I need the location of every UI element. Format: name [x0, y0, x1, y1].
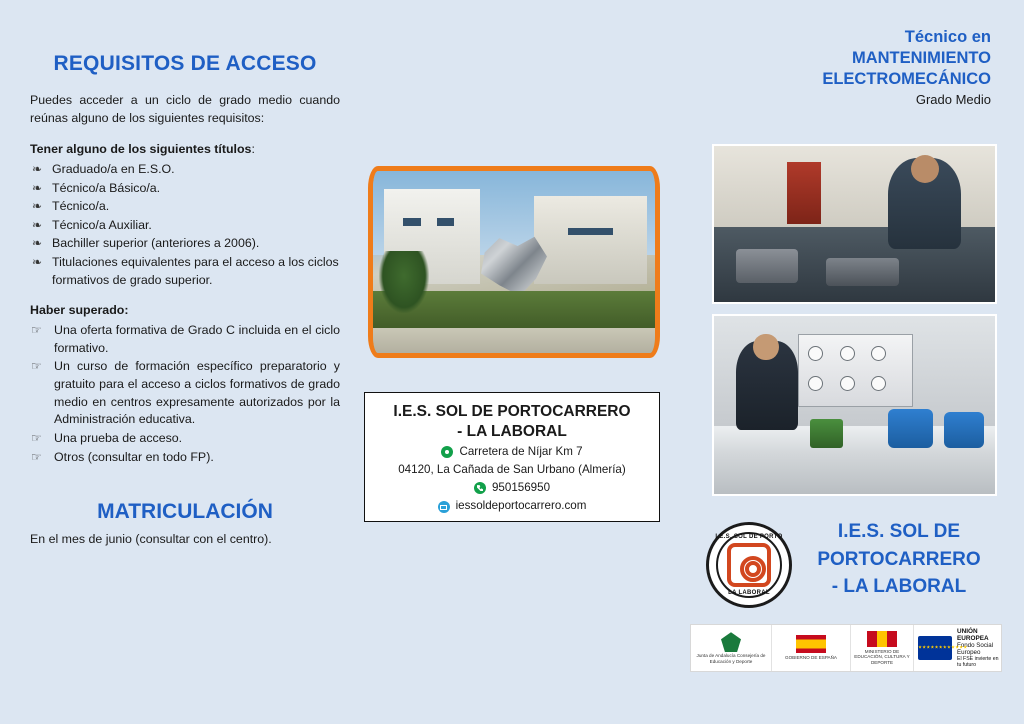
list-item-label: Técnico/a.: [52, 199, 110, 214]
gobierno-espana-logo: [772, 625, 851, 671]
eu-flag-icon: [918, 636, 952, 660]
address-box: [364, 392, 660, 522]
leaf-bullet-icon: ❧: [32, 199, 43, 214]
list-item: [30, 217, 340, 235]
photo-gauge: [808, 376, 823, 391]
photo-electric-motor: [944, 412, 983, 448]
logo-text-top: I.E.S. SOL DE PORTO: [715, 534, 783, 540]
list-item-label: Una prueba de acceso.: [54, 430, 183, 445]
subhead-passed: Haber superado:: [30, 303, 129, 318]
list-item: [30, 322, 340, 357]
list-item-label: Un curso de formación específico preparatorio y gratuito para el acceso a ciclos formativos de grado medio en centros expresamente autorizados por la Administración educativa.: [54, 359, 340, 427]
list-item-label: Técnico/a Auxiliar.: [52, 217, 152, 232]
course-level: Grado Medio: [915, 92, 991, 107]
location-pin-icon: [441, 446, 453, 458]
photo-machine-part: [736, 249, 798, 283]
subhead-titles: [30, 142, 340, 156]
left-column: [30, 52, 340, 546]
list-item-label: Titulaciones equivalentes para el acceso a los ciclos formativos de grado superior.: [52, 255, 339, 287]
list-item: [30, 235, 340, 253]
titles-list: [30, 161, 340, 289]
address-street-row: [365, 443, 659, 462]
photo-green-equipment: [810, 419, 844, 447]
ministerio-flag-icon: [867, 631, 897, 647]
logo-text-bottom: LA LABORAL: [728, 590, 770, 596]
photo-window: [403, 218, 420, 227]
school-name-line1: I.E.S. SOL DE PORTOCARRERO: [393, 403, 631, 420]
photo-gauge: [840, 346, 855, 361]
hand-pointer-icon: ☞: [31, 449, 42, 464]
course-header: [701, 28, 991, 107]
address-phone: 950156950: [491, 480, 551, 494]
spain-flag-icon: [796, 635, 826, 653]
photo-gauge: [808, 346, 823, 361]
list-item-label: Técnico/a Básico/a.: [52, 180, 161, 195]
list-item: [30, 161, 340, 179]
junta-andalucia-logo: [691, 625, 772, 671]
list-item: [30, 358, 340, 428]
hand-pointer-icon: ☞: [31, 359, 42, 374]
course-name-line2: ELECTROMECÁNICO: [822, 70, 991, 88]
union-europea-logo: [914, 625, 1001, 671]
mail-icon: [438, 501, 450, 513]
photo-instrument-panel: [798, 334, 912, 407]
photo-window: [437, 218, 454, 227]
list-item-label: Una oferta formativa de Grado C incluida en el ciclo formativo.: [54, 323, 340, 355]
subhead-titles-text: Tener alguno de los siguientes títulos: [30, 141, 252, 156]
hand-pointer-icon: ☞: [31, 323, 42, 338]
junta-emblem-icon: [721, 632, 741, 652]
photo-window: [568, 228, 613, 235]
photo-electric-motor: [888, 409, 933, 448]
photo-pavement: [373, 328, 655, 353]
matriculacion-title: MATRICULACIÓN: [97, 500, 273, 524]
junta-caption: Junta de Andalucía Consejería de Educación y Deporte: [696, 653, 766, 664]
photo-hydraulic-press: [787, 162, 821, 224]
course-prefix: Técnico en: [904, 28, 991, 46]
photo-gauge: [840, 376, 855, 391]
list-item-label: Otros (consultar en todo FP).: [54, 449, 214, 464]
list-item: [30, 180, 340, 198]
leaf-bullet-icon: ❧: [32, 217, 43, 232]
photo-machine-part: [826, 258, 899, 286]
school-title-line3: - LA LABORAL: [831, 576, 967, 598]
ministerio-logo: [851, 625, 914, 671]
address-city: 04120, La Cañada de San Urbano (Almería): [398, 463, 626, 477]
school-logo-icon: [706, 522, 792, 608]
school-title-block: [796, 518, 1002, 601]
espana-caption: GOBIERNO DE ESPAÑA: [785, 655, 837, 661]
list-item-label: Graduado/a en E.S.O.: [52, 161, 175, 176]
matriculacion-text: En el mes de junio (consultar con el centro).: [30, 532, 272, 547]
address-email-row[interactable]: [365, 497, 659, 516]
eu-line2: Fondo Social Europeo: [957, 642, 994, 656]
logo-knot-mark: [727, 543, 771, 587]
address-phone-row: [365, 479, 659, 498]
hand-pointer-icon: ☞: [31, 430, 42, 445]
list-item: [30, 198, 340, 216]
school-title-line2: PORTOCARRERO: [817, 548, 981, 570]
campus-building-photo: [368, 166, 660, 358]
course-name-line1: MANTENIMIENTO: [851, 49, 991, 67]
electrical-motors-lab-photo: [712, 314, 997, 496]
list-item: [30, 430, 340, 448]
passed-list: [30, 322, 340, 466]
list-item: [30, 449, 340, 467]
subhead-titles-colon: :: [251, 141, 255, 156]
photo-gauge: [871, 346, 886, 361]
list-item-label: Bachiller superior (anteriores a 2006).: [52, 236, 260, 251]
eu-line1: UNIÓN EUROPEA: [957, 628, 989, 642]
photo-gauge: [871, 376, 886, 391]
workshop-mechanical-bench-photo: [712, 144, 997, 304]
phone-icon: [474, 482, 486, 494]
photo-palm-tree: [379, 251, 430, 313]
leaf-bullet-icon: ❧: [32, 236, 43, 251]
address-email[interactable]: iessoldeportocarrero.com: [455, 499, 587, 513]
footer-logo-bar: [690, 624, 1002, 672]
ministerio-caption: MINISTERIO DE EDUCACIÓN, CULTURA Y DEPORTE: [854, 649, 910, 665]
school-title-line1: I.E.S. SOL DE: [837, 521, 961, 542]
page-title: REQUISITOS DE ACCESO: [53, 52, 317, 75]
eu-line3: El FSE invierte en tu futuro: [957, 656, 999, 668]
school-name-line2: - LA LABORAL: [457, 423, 567, 441]
leaf-bullet-icon: ❧: [32, 255, 43, 270]
photo-student-head: [753, 334, 778, 361]
intro-paragraph: Puedes acceder a un ciclo de grado medio cuando reúnas alguno de los siguientes requisitos:: [30, 93, 340, 125]
photo-building-right: [534, 196, 647, 283]
leaf-bullet-icon: ❧: [32, 161, 43, 176]
list-item: [30, 254, 340, 289]
address-street: Carretera de Níjar Km 7: [459, 444, 583, 458]
leaf-bullet-icon: ❧: [32, 180, 43, 195]
